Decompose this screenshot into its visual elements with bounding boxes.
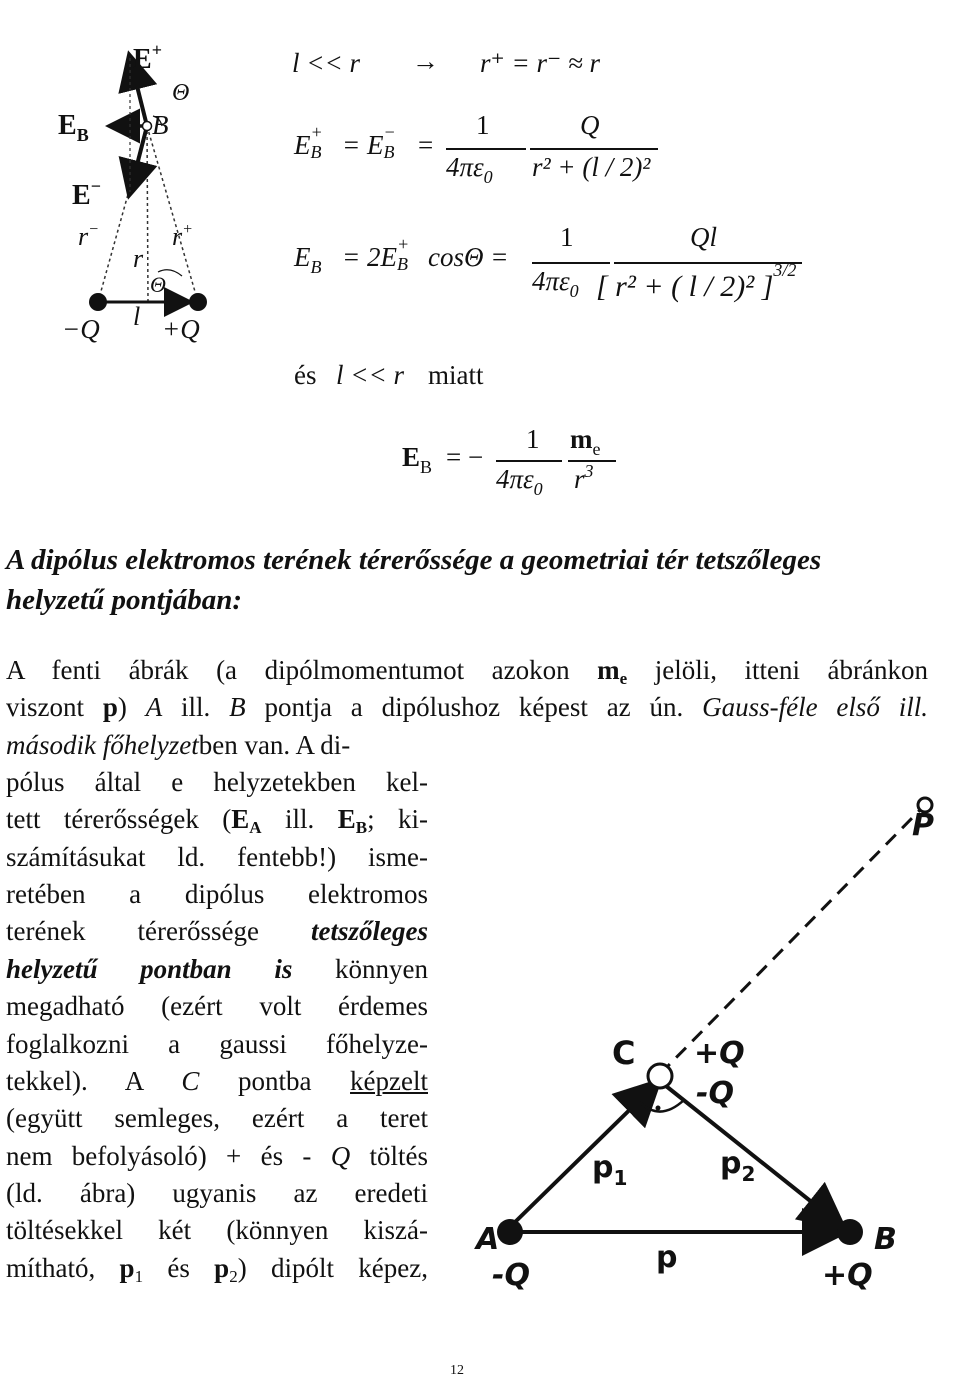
label-p: p bbox=[656, 1240, 678, 1275]
para-line-8: terének térerőssége tetszőleges bbox=[6, 916, 428, 946]
p1-arrow bbox=[510, 1086, 654, 1227]
and-after: miatt bbox=[428, 360, 484, 390]
eq4-fracline1 bbox=[496, 460, 562, 462]
eq3-num1: 1 bbox=[560, 222, 574, 252]
eq4-den1: $4\pi\varepsilon_0$ bbox=[496, 464, 543, 499]
charge-plus bbox=[189, 293, 207, 311]
eq2-fracline1 bbox=[446, 148, 526, 150]
label-c: C bbox=[612, 1034, 636, 1072]
eq3-cos: cosΘ = bbox=[428, 242, 509, 272]
para-line-1: A fenti ábrák (a dipólmomentumot azokon me jelöli, itteni ábránkon bbox=[6, 655, 928, 688]
label-theta-bottom: Θ bbox=[150, 272, 166, 297]
para-line-9: helyzetű pontban is könnyen bbox=[6, 954, 428, 984]
para-line-15: (ld. ábra) ugyanis az eredeti bbox=[6, 1178, 428, 1208]
label-l: l bbox=[133, 302, 141, 331]
point-b bbox=[143, 122, 152, 131]
para-line-16: töltésekkel két (könnyen kiszá- bbox=[6, 1215, 428, 1245]
eq4-num1: 1 bbox=[526, 424, 540, 454]
eq3-mid: = 2E + B bbox=[342, 234, 410, 274]
eq4-eq: = − bbox=[446, 442, 484, 472]
eq2-den2: r² + (l / 2)² bbox=[532, 152, 651, 182]
charge-minus bbox=[89, 293, 107, 311]
label-e-minus: E− bbox=[72, 176, 101, 211]
eq2-eq: = E − B bbox=[342, 122, 396, 162]
para-line-10: megadható (ezért volt érdemes bbox=[6, 991, 428, 1021]
eq3-den2: [ r² + ( l / 2)² ]$^{3/2}$ bbox=[596, 260, 797, 303]
eq1-right: r⁺ = r⁻ ≈ r bbox=[480, 48, 601, 78]
e-minus-arrow bbox=[130, 126, 147, 192]
label-e-plus: E+ bbox=[133, 40, 162, 75]
eq1-arrow: → bbox=[412, 46, 439, 76]
eq4-lhs: $E_B$ bbox=[402, 442, 433, 477]
label-theta-top: Θ bbox=[172, 80, 190, 106]
label-p1: $p_1$ bbox=[592, 1150, 628, 1190]
eq4-num2: $m_e$ bbox=[570, 424, 601, 459]
label-b: B bbox=[874, 1222, 897, 1257]
angle-arc-c bbox=[640, 1100, 684, 1112]
label-a-charge: -Q bbox=[492, 1258, 530, 1293]
label-e-b: $E_B$ bbox=[58, 110, 89, 145]
label-b-charge: +Q bbox=[822, 1258, 873, 1293]
label-r: r bbox=[133, 244, 144, 273]
section-heading-line2: helyzetű pontjában: bbox=[6, 584, 243, 616]
eq1-left: l << r bbox=[292, 48, 360, 78]
r-line bbox=[147, 126, 148, 302]
label-c-minus-q: -Q bbox=[696, 1076, 734, 1111]
and-math: l << r bbox=[336, 360, 404, 390]
para-line-2: viszont p) A ill. B pontja a dipólushoz képest az ún. Gauss-féle első ill. bbox=[6, 692, 928, 722]
page-number: 12 bbox=[450, 1363, 464, 1378]
eq3-den1: $4\pi\varepsilon_0$ bbox=[532, 266, 579, 301]
eq2-den1: $4\pi\varepsilon_0$ bbox=[446, 152, 493, 187]
angle-dot bbox=[656, 1106, 661, 1111]
point-c bbox=[648, 1064, 672, 1088]
and-text: és bbox=[294, 360, 317, 390]
label-plus-q: +Q bbox=[162, 314, 200, 344]
eq2-equals: = bbox=[418, 130, 434, 160]
label-r-plus: r+ bbox=[172, 221, 193, 251]
eq4-den2: $r^3$ bbox=[574, 461, 594, 494]
para-line-13: (együtt semleges, ezért a teret bbox=[6, 1103, 428, 1133]
label-r-minus: r− bbox=[78, 221, 99, 251]
eq2-fracline2 bbox=[530, 148, 658, 150]
para-line-3: második főhelyzetben van. A di- bbox=[6, 730, 351, 760]
para-line-7: retében a dipólus elektromos bbox=[6, 879, 428, 909]
eq3-lhs: $E_B$ bbox=[294, 242, 322, 277]
eq2-lhs: E + B bbox=[294, 122, 323, 162]
para-line-14: nem befolyásoló) + és - Q töltés bbox=[6, 1141, 429, 1171]
para-line-5: tett térerősségek (EA ill. EB; ki- bbox=[6, 804, 428, 837]
para-line-17: mítható, p1 és p2) dipólt képez, bbox=[6, 1253, 428, 1286]
para-line-4: pólus által e helyzetekben kel- bbox=[6, 767, 428, 797]
label-b-top: B bbox=[152, 110, 169, 140]
eq2-num2: Q bbox=[580, 110, 600, 140]
decomposition-diagram bbox=[470, 770, 940, 1300]
section-heading-line1: A dipólus elektromos terének térerőssége a geometriai tér tetszőleges bbox=[6, 544, 822, 576]
c-to-p-dashed-line bbox=[660, 808, 922, 1074]
para-line-12: tekkel). A C pontba képzelt bbox=[6, 1066, 428, 1096]
label-p2: $p_2$ bbox=[720, 1146, 756, 1186]
para-line-6: számításukat ld. fentebb!) isme- bbox=[6, 842, 428, 872]
charge-a bbox=[497, 1219, 523, 1245]
charge-b bbox=[837, 1219, 863, 1245]
label-p-point: P bbox=[912, 808, 934, 843]
para-line-11: foglalkozni a gaussi főhelyze- bbox=[6, 1029, 428, 1059]
label-minus-q: −Q bbox=[62, 314, 100, 344]
eq3-num2: Ql bbox=[690, 222, 717, 252]
label-c-plus-q: +Q bbox=[694, 1036, 745, 1071]
label-a: A bbox=[476, 1222, 500, 1257]
eq2-num1: 1 bbox=[476, 110, 490, 140]
eq3-fracline1 bbox=[532, 262, 610, 264]
